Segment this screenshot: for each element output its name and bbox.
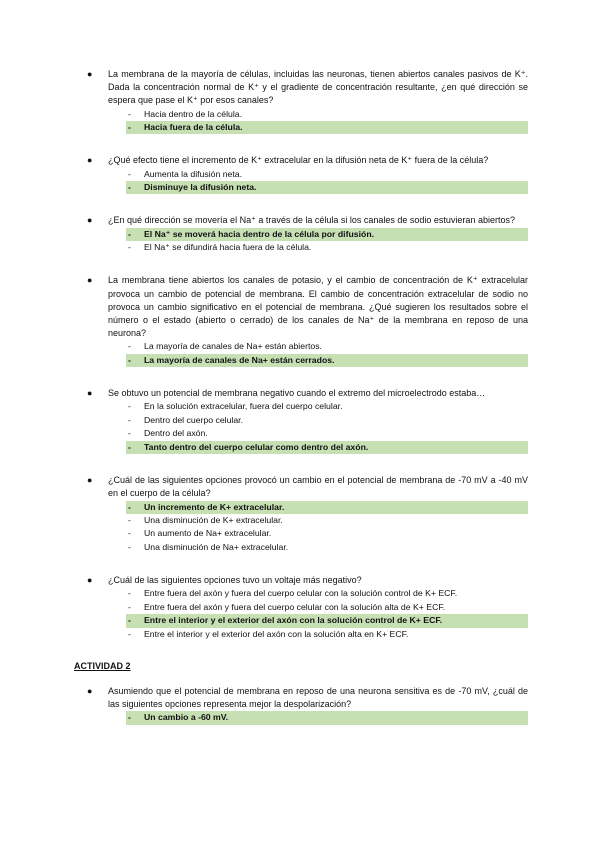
question-text: ¿Cuál de las siguientes opciones provocó un cambio en el potencial de membrana de -70 mV a -40 mV en el cuerpo de la célula? xyxy=(108,475,528,499)
question-text: Se obtuvo un potencial de membrana negativo cuando el extremo del microelectrodo estaba… xyxy=(108,388,486,399)
answer-option-text: Hacia fuera de la célula. xyxy=(144,122,243,133)
dash-marker: - xyxy=(128,441,131,452)
answer-option-correct xyxy=(126,711,528,724)
dash-marker: - xyxy=(128,428,131,439)
answer-option-text: El Na⁺ se difundirá hacia fuera de la célula. xyxy=(144,242,312,253)
answer-option-text: Un aumento de Na+ extracelular. xyxy=(144,528,272,539)
answer-option-text: Entre el interior y el exterior del axón con la solución alta en K+ ECF. xyxy=(144,628,409,639)
question-text: La membrana tiene abiertos los canales de potasio, y el cambio de concentración de K⁺ extracelular provoca un cambio de potencial de membrana. El cambio de concentración extracelular de sodio no provoca un cambio significativo en el potencial de membrana. ¿Qué sugieren los resultados sobre el número o el estado (abierto o cerrado) de los canales de Na⁺ de la membrana en reposo de una neurona? xyxy=(108,275,528,339)
dash-marker: - xyxy=(128,601,131,612)
answer-option-text: Entre el interior y el exterior del axón con la solución control de K+ ECF. xyxy=(144,615,443,626)
answer-option-text: Aumenta la difusión neta. xyxy=(144,168,243,179)
answer-option-text: Disminuye la difusión neta. xyxy=(144,182,257,193)
question-text: ¿Qué efecto tiene el incremento de K⁺ extracelular en la difusión neta de K⁺ fuera de la célula? xyxy=(108,155,489,166)
answer-option-text: Dentro del axón. xyxy=(144,428,208,439)
answer-option xyxy=(126,601,528,614)
answer-option-correct xyxy=(126,181,528,194)
answer-options xyxy=(87,340,528,367)
answer-option-correct xyxy=(126,441,528,454)
answer-option xyxy=(126,168,528,181)
dash-marker: - xyxy=(128,108,131,119)
bullet-icon: ● xyxy=(87,155,93,166)
question-text: ¿En qué dirección se movería el Na⁺ a través de la célula si los canales de sodio estuvieran abiertos? xyxy=(108,215,515,226)
answer-option-correct xyxy=(126,228,528,241)
bullet-icon: ● xyxy=(87,575,93,586)
question-item xyxy=(87,68,528,134)
answer-option-correct xyxy=(126,121,528,134)
question-item xyxy=(87,214,528,254)
answer-option-text: La mayoría de canales de Na+ están abiertos. xyxy=(144,341,322,352)
question-item xyxy=(87,474,528,554)
answer-options xyxy=(87,501,528,555)
bullet-icon: ● xyxy=(87,685,93,696)
answer-option xyxy=(126,587,528,600)
answer-option xyxy=(126,414,528,427)
question-item xyxy=(87,387,528,454)
bullet-icon: ● xyxy=(87,475,93,486)
dash-marker: - xyxy=(128,341,131,352)
answer-option xyxy=(126,108,528,121)
answer-option xyxy=(126,527,528,540)
question-item xyxy=(87,154,528,194)
answer-options xyxy=(87,711,528,724)
answer-option xyxy=(126,241,528,254)
question-text: Asumiendo que el potencial de membrana en reposo de una neurona sensitiva es de -70 mV, ¿cuál de las siguientes opciones representa mejor la despolarización? xyxy=(108,685,528,710)
answer-option-correct xyxy=(126,354,528,367)
answer-option-text: En la solución extracelular, fuera del cuerpo celular. xyxy=(144,401,343,412)
dash-marker: - xyxy=(128,182,131,193)
dash-marker: - xyxy=(128,414,131,425)
question-item xyxy=(87,274,528,367)
answer-option-text: Entre fuera del axón y fuera del cuerpo celular con la solución alta de K+ ECF. xyxy=(144,601,446,612)
question-item xyxy=(87,574,528,641)
answer-option-text: La mayoría de canales de Na+ están cerrados. xyxy=(144,354,335,365)
answer-options xyxy=(87,587,528,641)
bullet-icon: ● xyxy=(87,388,93,399)
dash-marker: - xyxy=(128,228,131,239)
answer-option-text: Entre fuera del axón y fuera del cuerpo celular con la solución control de K+ ECF. xyxy=(144,588,458,599)
answer-option xyxy=(126,340,528,353)
dash-marker: - xyxy=(128,242,131,253)
dash-marker: - xyxy=(128,514,131,525)
dash-marker: - xyxy=(128,501,131,512)
answer-options xyxy=(87,168,528,195)
dash-marker: - xyxy=(128,615,131,626)
answer-option-text: Un cambio a -60 mV. xyxy=(144,712,229,723)
answer-option xyxy=(126,541,528,554)
answer-option xyxy=(126,628,528,641)
answer-option-text: Dentro del cuerpo celular. xyxy=(144,414,243,425)
answer-option-text: Un incremento de K+ extracelular. xyxy=(144,501,285,512)
dash-marker: - xyxy=(128,354,131,365)
question-text: ¿Cuál de las siguientes opciones tuvo un voltaje más negativo? xyxy=(108,575,362,586)
section-heading-activity-2: ACTIVIDAD 2 xyxy=(74,660,131,671)
answer-option xyxy=(126,514,528,527)
answer-option-text: Hacia dentro de la célula. xyxy=(144,108,243,119)
dash-marker: - xyxy=(128,528,131,539)
bullet-icon: ● xyxy=(87,275,93,286)
answer-options xyxy=(87,108,528,135)
bullet-icon: ● xyxy=(87,215,93,226)
activity-2-questions xyxy=(87,685,528,725)
answer-options xyxy=(87,228,528,255)
answer-option-text: Tanto dentro del cuerpo celular como dentro del axón. xyxy=(144,441,369,452)
answer-option-correct xyxy=(126,501,528,514)
answer-option-text: El Na⁺ se moverá hacia dentro de la célula por difusión. xyxy=(144,228,375,239)
dash-marker: - xyxy=(128,588,131,599)
bullet-icon: ● xyxy=(87,69,93,79)
dash-marker: - xyxy=(128,541,131,552)
activity-1-questions xyxy=(87,68,528,641)
answer-option-text: Una disminución de K+ extracelular. xyxy=(144,514,283,525)
answer-option-correct xyxy=(126,614,528,627)
answer-option-text: Una disminución de Na+ extracelular. xyxy=(144,541,289,552)
answer-options xyxy=(87,400,528,454)
dash-marker: - xyxy=(128,712,131,723)
dash-marker: - xyxy=(128,401,131,412)
dash-marker: - xyxy=(128,122,131,133)
question-text: La membrana de la mayoría de células, incluidas las neuronas, tienen abiertos canales pasivos de K⁺. Dada la concentración normal de K⁺ y el gradiente de concentración resultante, ¿en qué dirección se espera que pase el K⁺ por esos canales? xyxy=(108,69,528,106)
question-item xyxy=(87,685,528,725)
answer-option xyxy=(126,427,528,440)
answer-option xyxy=(126,400,528,413)
dash-marker: - xyxy=(128,168,131,179)
dash-marker: - xyxy=(128,628,131,639)
